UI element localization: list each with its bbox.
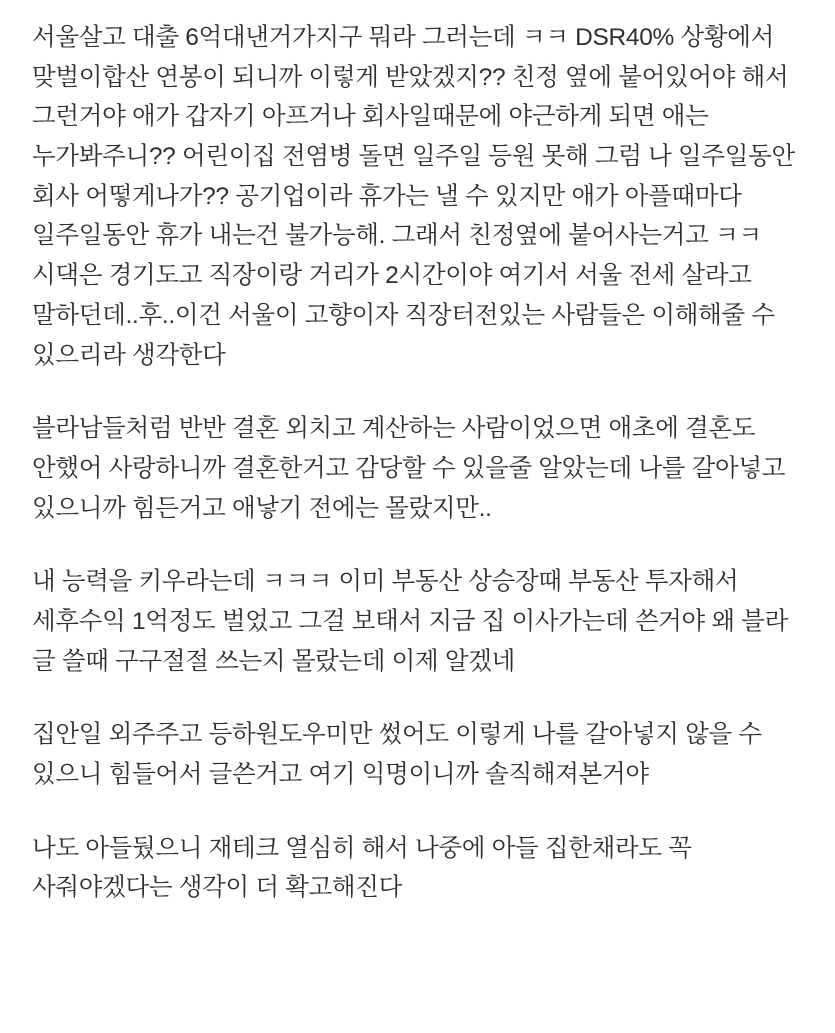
- post-paragraph: 나도 아들뒀으니 재테크 열심히 해서 나중에 아들 집한채라도 꼭 사줘야겠다는 생각이 더 확고해진다: [32, 834, 699, 902]
- post-paragraph: 내 능력을 키우라는데 ㅋㅋㅋ 이미 부동산 상승장때 부동산 투자해서 세후수익 1억정도 벌었고 그걸 보태서 지금 집 이사가는데 쓴거야 왜 블라 글 쓸때 구구절절 쓰는지 몰랐는데 이제 알겠네: [32, 568, 795, 675]
- post-paragraph: 블라남들처럼 반반 결혼 외치고 계산하는 사람이었으면 애초에 결혼도 안했어 사랑하니까 결혼한거고 감당할 수 있을줄 알았는데 나를 갈아넣고 있으니까 힘든거고 애낳기 전에는 몰랐지만..: [32, 415, 792, 522]
- post-paragraph: 서울살고 대출 6억대낸거가지구 뭐라 그러는데 ㅋㅋ DSR40% 상황에서 맞벌이합산 연봉이 되니까 이렇게 받았겠지?? 친정 옆에 붙어있어야 해서 그런거야 애가 갑자기 아프거나 회사일때문에 야근하게 되면 애는 누가봐주니?? 어린이집 전염병 돌면 일주일 등원 못해 그럼 나 일주일동안 회사 어떻게나가?? 공기업이라 휴가는 낼 수 있지만 애가 아플때마다 일주일동안 휴가 내는건 불가능해. 그래서 친정옆에 붙어사는거고 ㅋㅋ 시댁은 경기도고 직장이랑 거리가 2시간이야 여기서 서울 전세 살라고 말하던데..후..이건 서울이 고향이자 직장터전있는 사람들은 이해해줄 수 있으리라 생각한다: [32, 24, 802, 369]
- post-paragraph: 집안일 외주주고 등하원도우미만 썼어도 이렇게 나를 갈아넣지 않을 수 있으니 힘들어서 글쓴거고 여기 익명이니까 솔직해져본거야: [32, 721, 769, 788]
